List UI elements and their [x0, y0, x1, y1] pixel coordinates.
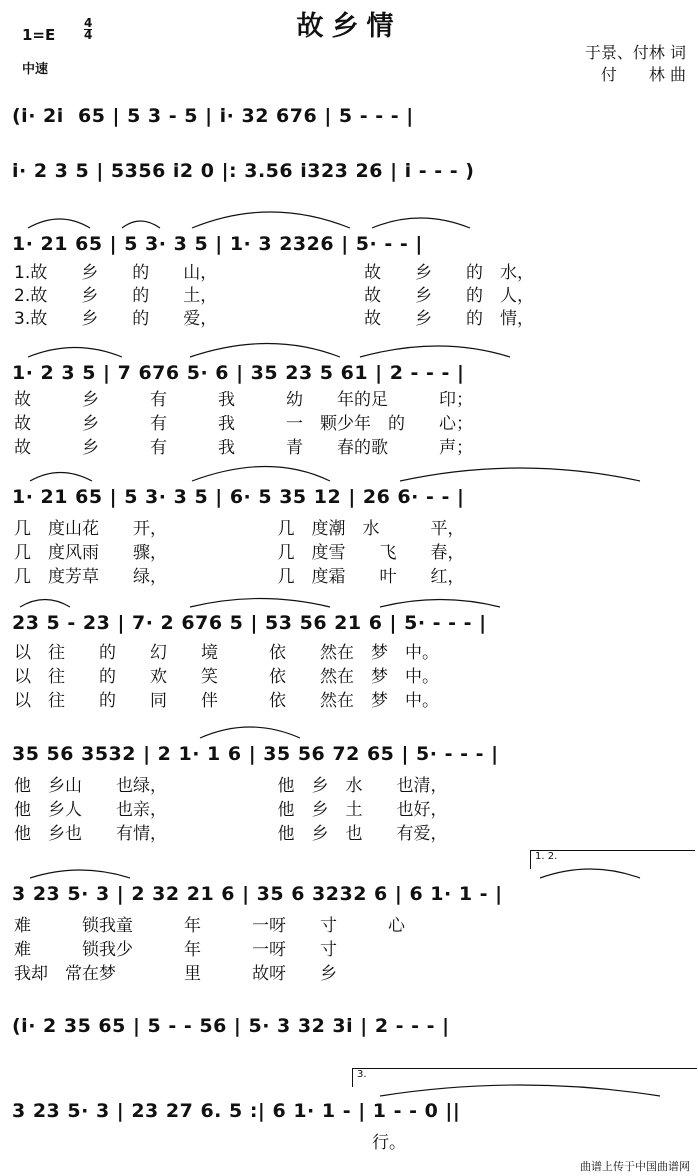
notation-row-7: 35 56 3532 | 2 1· 1 6 | 35 56 72 65 | 5· - - - |	[12, 743, 499, 765]
lyric-line: 他 乡也 有情， 他 乡 也 有爱，	[14, 824, 448, 844]
lyric-line: 难 锁我童 年 一呀 寸 心	[14, 916, 405, 936]
notation-row-3: 1· 21 65 | 5 3· 3 5 | 1· 3 2326 | 5· - - |	[12, 233, 423, 255]
notation-row-6: 23 5 - 23 | 7· 2 676 5 | 53 56 21 6 | 5· - - - |	[12, 612, 487, 634]
lyric-line: 他 乡山 也绿， 他 乡 水 也清，	[14, 776, 448, 796]
volta-bracket: 1. 2.	[530, 850, 695, 869]
key-signature: 1=E	[22, 26, 56, 44]
composer-credit: 付 林 曲	[600, 65, 686, 84]
notation-row-5: 1· 21 65 | 5 3· 3 5 | 6· 5 35 12 | 26 6· - - |	[12, 486, 465, 508]
lyric-line: 我却 常在梦 里 故呀 乡	[14, 964, 337, 984]
lyric-line: 几 度芳草 绿， 几 度霜 叶 红，	[14, 567, 465, 587]
lyric-line: 行。	[372, 1133, 406, 1153]
lyric-line: 2.故 乡 的 土， 故 乡 的 人，	[14, 286, 534, 306]
notation-row-8: 3 23 5· 3 | 2 32 21 6 | 35 6 3232 6 | 6 1· 1 - |	[12, 883, 503, 905]
notation-row-2: i· 2 3 5 | 5356 i2 0 |: 3.56 i323 26 | i - - - )	[12, 160, 475, 182]
tempo-marking: 中速	[22, 62, 49, 77]
lyric-line: 几 度山花 开， 几 度潮 水 平，	[14, 519, 465, 539]
lyric-line: 3.故 乡 的 爱， 故 乡 的 情，	[14, 309, 534, 329]
volta-bracket: 3.	[352, 1068, 697, 1087]
lyric-line: 故 乡 有 我 一 颗少年 的 心；	[14, 414, 473, 434]
lyric-line: 故 乡 有 我 幼 年的足 印；	[14, 390, 473, 410]
lyric-line: 1.故 乡 的 山， 故 乡 的 水，	[14, 263, 534, 283]
meter-bottom: 4	[84, 28, 93, 42]
meter-top: 4	[84, 16, 93, 30]
lyricist-credit: 于景、付林 词	[584, 43, 686, 62]
notation-row-1: (i· 2i 65 | 5 3 - 5 | i· 32 676 | 5 - - - |	[12, 105, 414, 127]
lyric-line: 难 锁我少 年 一呀 寸	[14, 940, 337, 960]
lyric-line: 以 往 的 同 伴 依 然在 梦 中。	[14, 691, 439, 711]
lyric-line: 他 乡人 也亲， 他 乡 土 也好，	[14, 800, 448, 820]
notation-row-9: (i· 2 35 65 | 5 - - 56 | 5· 3 32 3i | 2 - - - |	[12, 1015, 450, 1037]
lyric-line: 以 往 的 幻 境 依 然在 梦 中。	[14, 643, 439, 663]
notation-row-4: 1· 2 3 5 | 7 676 5· 6 | 35 23 5 61 | 2 - - - |	[12, 362, 465, 384]
source-footer: 曲谱上传于中国曲谱网	[580, 1160, 690, 1173]
lyric-line: 以 往 的 欢 笑 依 然在 梦 中。	[14, 667, 439, 687]
notation-row-10: 3 23 5· 3 | 23 27 6. 5 :| 6 1· 1 - | 1 - - 0 ||	[12, 1100, 461, 1122]
lyric-line: 故 乡 有 我 青 春的歌 声；	[14, 438, 473, 458]
lyric-line: 几 度风雨 骤， 几 度雪 飞 春，	[14, 543, 465, 563]
score-title: 故乡情	[296, 11, 402, 42]
